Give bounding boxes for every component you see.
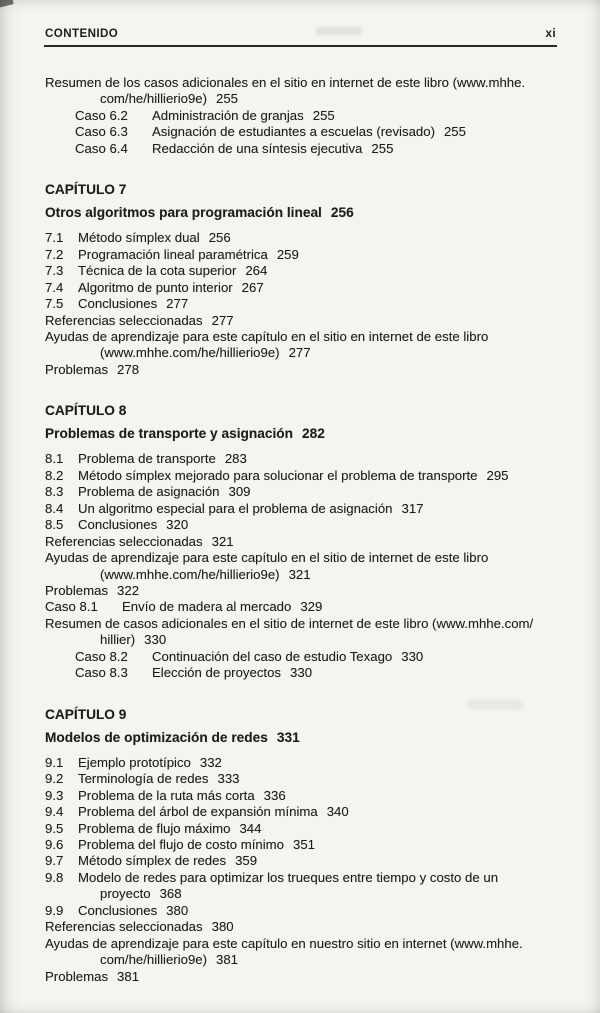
entry-list: [45, 75, 555, 157]
entry-number: Caso 8.1: [45, 599, 98, 615]
entry-page: 380: [211, 919, 234, 935]
toc-entry: [45, 247, 555, 263]
entry-text: [45, 969, 139, 984]
toc-entry: [45, 788, 555, 804]
entry-number: 8.3: [45, 484, 64, 500]
entry-text: [122, 599, 555, 615]
entry-page: 381: [117, 968, 140, 984]
entry-text-line: Conclusiones: [78, 517, 158, 533]
entry-text-line: Problema de transporte: [78, 451, 216, 467]
entry-page: 278: [117, 361, 140, 377]
entry-number: Caso 8.3: [75, 665, 128, 681]
entry-text: [45, 362, 139, 377]
entry-number: 7.5: [45, 296, 64, 312]
chapter-title-text: Otros algoritmos para programación lineal: [45, 205, 322, 221]
entry-page: 321: [211, 533, 234, 549]
entry-number: 9.6: [45, 836, 64, 852]
entry-text: [45, 919, 234, 934]
entry-text: [78, 903, 555, 919]
entry-text: [152, 665, 555, 681]
entry-text-line: Asignación de estudiantes a escuelas (revisado): [152, 124, 435, 140]
chapter-label: CAPÍTULO 7: [45, 182, 127, 198]
chapter-label: CAPÍTULO 9: [45, 706, 127, 722]
entry-page: 368: [159, 886, 182, 902]
entry-number: 8.5: [45, 517, 64, 533]
entry-text-line: Método símplex dual: [78, 230, 200, 246]
toc-entry: [45, 501, 555, 517]
entry-page: 330: [144, 632, 167, 648]
toc-entry: [45, 837, 555, 853]
entry-text: [78, 230, 555, 246]
entry-text-line: Ayudas de aprendizaje para este capítulo en nuestro sitio en internet (www.mhhe.: [45, 935, 523, 951]
entry-text-line: Problemas: [45, 968, 109, 984]
entry-text-line: Envío de madera al mercado: [122, 599, 292, 615]
entry-page: 330: [401, 648, 424, 664]
entry-text: [78, 451, 555, 467]
entry-text-line: Redacción de una síntesis ejecutiva: [152, 140, 363, 156]
toc-entry: [45, 108, 555, 124]
entry-continuation: com/he/hillierio9e): [100, 91, 208, 107]
entry-page: 321: [288, 566, 311, 582]
entry-text: [45, 329, 488, 360]
toc-entry: [45, 936, 555, 969]
entry-text-line: Ayudas de aprendizaje para este capítulo en el sitio de internet de este libro: [45, 550, 489, 566]
entry-text: [78, 804, 555, 820]
entry-text-line: Terminología de redes: [78, 771, 209, 787]
entry-text-line: Administración de granjas: [152, 107, 304, 123]
entry-text-line: Un algoritmo especial para el problema de asignación: [78, 500, 393, 516]
entry-number: 8.4: [45, 500, 64, 516]
entry-text: [78, 755, 555, 771]
entry-text-line: Ejemplo prototípico: [78, 754, 191, 770]
entry-continuation: (www.mhhe.com/he/hillierio9e): [100, 566, 280, 582]
toc-entry: [45, 599, 555, 615]
entry-text-line: Conclusiones: [78, 296, 158, 312]
entry-number: 9.3: [45, 787, 64, 803]
entry-number: 7.3: [45, 263, 64, 279]
toc-content: [0, 47, 600, 985]
entry-text-line: Modelo de redes para optimizar los trueques entre tiempo y costo de un: [78, 869, 499, 885]
entry-page: 322: [117, 582, 140, 598]
entry-continuation: (www.mhhe.com/he/hillierio9e): [100, 345, 280, 361]
running-head: CONTENIDO: [45, 27, 119, 40]
entry-text: [45, 583, 139, 598]
entry-text-line: Problemas: [45, 361, 109, 377]
entry-page: 255: [216, 91, 239, 107]
entry-text-line: Problema del árbol de expansión mínima: [78, 804, 318, 820]
entry-continuation: hillier): [100, 632, 136, 648]
toc-entry: [45, 230, 555, 246]
entry-text: [45, 550, 488, 581]
entry-page: 336: [263, 787, 286, 803]
toc-entry: [45, 583, 555, 599]
entry-number: 9.5: [45, 820, 64, 836]
entry-text-line: Problema del flujo de costo mínimo: [78, 836, 284, 852]
entry-text-line: Elección de proyectos: [152, 665, 282, 681]
entry-number: 9.4: [45, 804, 64, 820]
entry-page: 359: [235, 853, 258, 869]
toc-entry: [45, 280, 555, 296]
toc-entry: [45, 75, 555, 108]
entry-text: [152, 649, 555, 665]
entry-number: 9.8: [45, 869, 64, 885]
chapter-title: [45, 729, 555, 746]
entry-page: 329: [300, 599, 323, 615]
entry-text: [78, 484, 555, 500]
entry-text: [152, 124, 555, 140]
entry-page: 330: [290, 665, 313, 681]
toc-entry: [45, 124, 555, 140]
toc-entry: [45, 468, 555, 484]
entry-text-line: Programación lineal paramétrica: [78, 246, 268, 262]
entry-text-line: Método símplex mejorado para solucionar el problema de transporte: [78, 467, 478, 483]
entry-text: [78, 788, 555, 804]
entry-page: 317: [401, 500, 424, 516]
toc-entry: [45, 616, 555, 649]
entry-text-line: Técnica de la cota superior: [78, 263, 237, 279]
entry-text-line: Resumen de los casos adicionales en el sitio en internet de este libro (www.mhhe.: [45, 75, 526, 90]
entry-page: 332: [199, 754, 222, 770]
entry-text: [78, 821, 555, 837]
entry-number: Caso 6.4: [75, 140, 128, 156]
entry-text: [78, 296, 555, 312]
entry-list: [45, 755, 555, 985]
entry-page: 277: [166, 296, 189, 312]
folio-page-number: xi: [545, 27, 556, 40]
entry-page: 333: [217, 771, 240, 787]
entry-page: 351: [292, 836, 315, 852]
toc-entry: [45, 903, 555, 919]
entry-text: [78, 771, 555, 787]
toc-entry: [45, 296, 555, 312]
chapter-title-text: Modelos de optimización de redes: [45, 729, 268, 745]
toc-entry: [45, 771, 555, 787]
entry-text: [78, 468, 555, 484]
toc-entry: [45, 969, 555, 985]
toc-entry: [45, 804, 555, 820]
entry-text-line: Continuación del caso de estudio Texago: [152, 648, 393, 664]
toc-entry: [45, 451, 555, 467]
entry-page: 277: [288, 345, 311, 361]
entry-page: 255: [443, 124, 466, 140]
entry-page: 259: [276, 246, 299, 262]
entry-page: 381: [216, 952, 239, 968]
entry-text-line: Problemas: [45, 582, 109, 598]
toc-entry: [45, 329, 555, 362]
toc-entry: [45, 263, 555, 279]
toc-entry: [45, 362, 555, 378]
entry-number: Caso 6.2: [75, 107, 128, 123]
entry-text: [45, 313, 234, 328]
entry-page: 344: [239, 820, 262, 836]
toc-entry: [45, 484, 555, 500]
entry-number: Caso 8.2: [75, 648, 128, 664]
entry-continuation: proyecto: [100, 886, 151, 902]
toc-entry: [45, 665, 555, 681]
toc-entry: [45, 853, 555, 869]
entry-text: [45, 936, 523, 967]
entry-number: 9.9: [45, 902, 64, 918]
entry-text-line: Algoritmo de punto interior: [78, 279, 233, 295]
entry-text: [45, 616, 533, 647]
entry-page: 255: [312, 107, 335, 123]
entry-text-line: Problema de la ruta más corta: [78, 787, 255, 803]
entry-text-line: Resumen de casos adicionales en el sitio de internet de este libro (www.mhhe.com/: [45, 615, 534, 631]
entry-text: [78, 247, 555, 263]
entry-list: [45, 451, 555, 681]
entry-number: 7.4: [45, 279, 64, 295]
entry-text-line: Conclusiones: [78, 902, 158, 918]
entry-text: [78, 837, 555, 853]
entry-number: Caso 6.3: [75, 124, 128, 140]
entry-text: [78, 501, 555, 517]
entry-number: 8.2: [45, 467, 64, 483]
entry-text: [78, 280, 555, 296]
entry-page: 255: [371, 140, 394, 156]
entry-page: 320: [166, 517, 189, 533]
entry-text: [78, 263, 555, 279]
entry-text: [152, 108, 555, 124]
toc-entry: [45, 141, 555, 157]
entry-page: 283: [224, 451, 247, 467]
entry-text-line: Problema de asignación: [78, 484, 220, 500]
toc-section: [45, 75, 555, 157]
toc-section: [45, 402, 555, 681]
entry-number: 9.1: [45, 754, 64, 770]
entry-text-line: Referencias seleccionadas: [45, 533, 203, 549]
entry-page: 380: [166, 902, 189, 918]
chapter-title-page: 331: [276, 729, 300, 745]
entry-text: [45, 534, 234, 549]
entry-text-line: Problema de flujo máximo: [78, 820, 231, 836]
entry-page: 277: [211, 312, 234, 328]
entry-text-line: Referencias seleccionadas: [45, 312, 203, 328]
chapter-title: [45, 425, 555, 442]
toc-section: [45, 181, 555, 378]
toc-entry: [45, 870, 555, 903]
entry-text: [78, 853, 555, 869]
entry-number: 7.2: [45, 246, 64, 262]
entry-page: 267: [241, 279, 264, 295]
entry-text: [45, 75, 525, 106]
toc-entry: [45, 534, 555, 550]
toc-entry: [45, 755, 555, 771]
entry-number: 8.1: [45, 451, 64, 467]
entry-number: 9.2: [45, 771, 64, 787]
chapter-title-page: 282: [301, 426, 325, 442]
entry-page: 256: [208, 230, 231, 246]
entry-text-line: Método símplex de redes: [78, 853, 227, 869]
toc-entry: [45, 821, 555, 837]
entry-number: 9.7: [45, 853, 64, 869]
chapter-title-page: 256: [330, 205, 354, 221]
entry-continuation: com/he/hillierio9e): [100, 952, 208, 968]
entry-list: [45, 230, 555, 378]
entry-text-line: Ayudas de aprendizaje para este capítulo en el sitio en internet de este libro: [45, 328, 489, 344]
page-header: [0, 0, 600, 40]
entry-text: [152, 141, 555, 157]
toc-entry: [45, 919, 555, 935]
toc-section: [45, 706, 555, 985]
toc-entry: [45, 649, 555, 665]
chapter-label: CAPÍTULO 8: [45, 403, 127, 419]
entry-text-line: Referencias seleccionadas: [45, 919, 203, 935]
chapter-title-text: Problemas de transporte y asignación: [45, 426, 293, 442]
entry-number: 7.1: [45, 230, 64, 246]
entry-page: 295: [486, 467, 509, 483]
chapter-title: [45, 204, 555, 221]
toc-entry: [45, 517, 555, 533]
toc-entry: [45, 550, 555, 583]
toc-entry: [45, 313, 555, 329]
entry-text: [78, 870, 555, 903]
entry-text: [78, 517, 555, 533]
entry-page: 264: [245, 263, 268, 279]
entry-page: 340: [326, 804, 349, 820]
entry-page: 309: [228, 484, 251, 500]
